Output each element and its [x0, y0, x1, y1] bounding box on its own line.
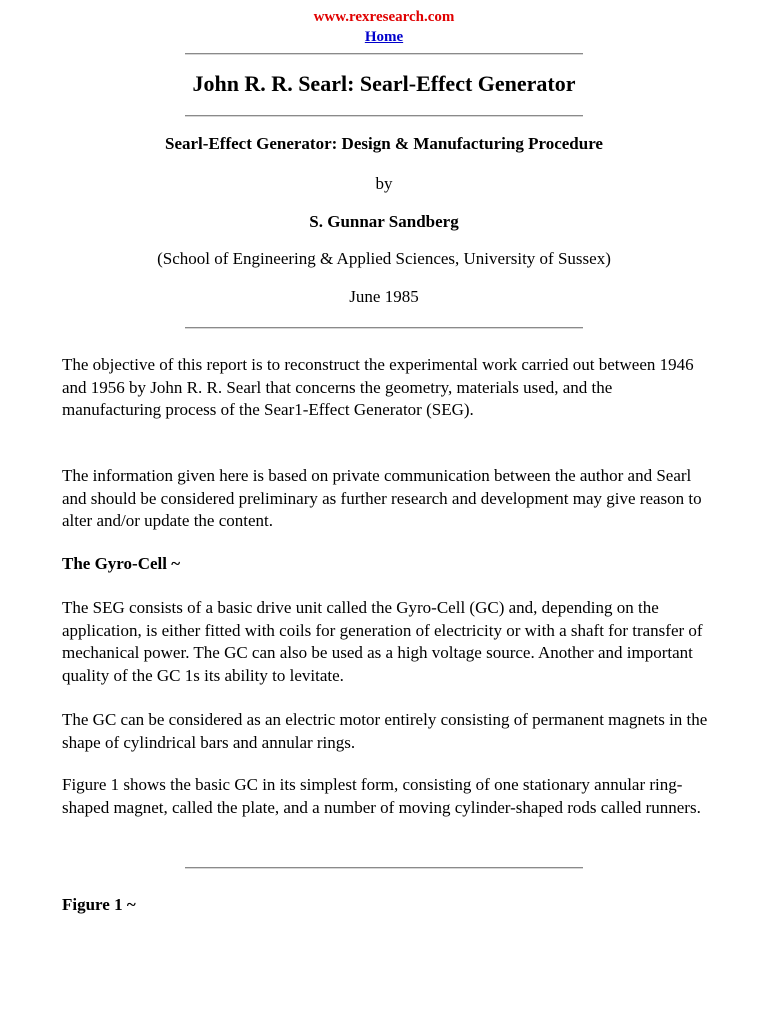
paragraph-objective: The objective of this report is to reconstruct the experimental work carried out between 1946 and 1956 by John R. R. Searl that concerns the geometry, materials used, and the manufacturing process of the Sear1-Effect Generator (SEG).: [62, 355, 694, 419]
report-date: June 1985: [349, 287, 419, 306]
paragraph-figure-description: Figure 1 shows the basic GC in its simplest form, consisting of one stationary annular ring-shaped magnet, called the plate, and a number of moving cylinder-shaped rods called runners.: [62, 775, 701, 817]
report-author: S. Gunnar Sandberg: [309, 212, 459, 231]
paragraph-gc-motor: The GC can be considered as an electric motor entirely consisting of permanent magnets in the shape of cylindrical bars and annular rings.: [62, 710, 708, 752]
paragraph-seg: The SEG consists of a basic drive unit called the Gyro-Cell (GC) and, depending on the application, is either fitted with coils for generation of electricity or with a shaft for transfer of mechanical power. The GC can also be used as a high voltage source. Another and important quality of the GC 1s its ability to levitate.: [62, 598, 703, 685]
divider-figure: [185, 867, 583, 869]
report-subtitle: Searl-Effect Generator: Design & Manufacturing Procedure: [165, 134, 603, 153]
home-link[interactable]: Home: [364, 29, 404, 45]
heading-gyro-cell: The Gyro-Cell ~: [62, 554, 181, 573]
heading-figure-1: Figure 1 ~: [62, 895, 136, 914]
page-title: John R. R. Searl: Searl-Effect Generator: [192, 71, 576, 96]
divider-top: [185, 53, 583, 55]
site-url: www.rexresearch.com: [313, 9, 455, 25]
report-byline: by: [375, 174, 393, 193]
divider-title: [185, 115, 583, 117]
divider-header: [185, 327, 583, 329]
report-affiliation: (School of Engineering & Applied Sciences, University of Sussex): [157, 249, 611, 268]
paragraph-information: The information given here is based on private communication between the author and Searl and should be considered preliminary as further research and development may give reason to alter and/or update the content.: [62, 466, 702, 530]
